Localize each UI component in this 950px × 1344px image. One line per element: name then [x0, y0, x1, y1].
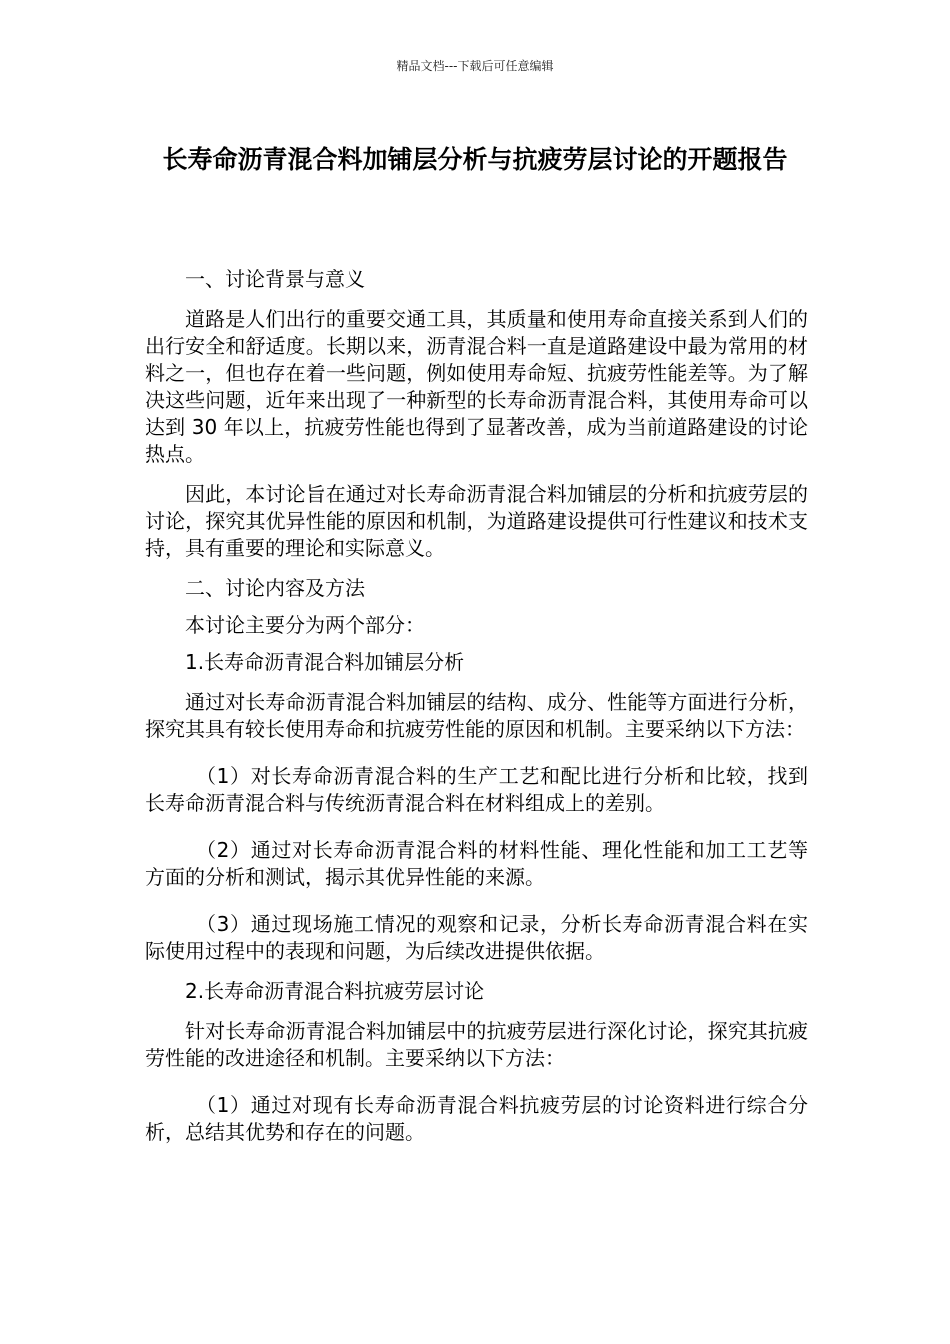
- document-title: 长寿命沥青混合料加铺层分析与抗疲劳层讨论的开题报告: [162, 145, 788, 174]
- paragraph-purpose: 因此，本讨论旨在通过对长寿命沥青混合料加铺层的分析和抗疲劳层的讨论，探究其优异性能的原因和机制，为道路建设提供可行性建议和技术支持，具有重要的理论和实际意义。: [145, 482, 808, 560]
- list-item-1-3: （3）通过现场施工情况的观察和记录，分析长寿命沥青混合料在实际使用过程中的表现和问题，为后续改进提供依据。: [145, 912, 808, 963]
- list-item-2-1: （1）通过对现有长寿命沥青混合料抗疲劳层的讨论资料进行综合分析，总结其优势和存在的问题。: [145, 1093, 808, 1144]
- paragraph-analysis-intro: 通过对长寿命沥青混合料加铺层的结构、成分、性能等方面进行分析，探究其具有较长使用寿命和抗疲劳性能的原因和机制。主要采纳以下方法：: [145, 690, 808, 741]
- page-header-note: 精品文档---下载后可任意编辑: [396, 59, 554, 73]
- section1-heading: 一、讨论背景与意义: [185, 267, 365, 291]
- document-body: [145, 266, 808, 1146]
- paragraph-fatigue-intro: 针对长寿命沥青混合料加铺层中的抗疲劳层进行深化讨论，探究其抗疲劳性能的改进途径和机制。主要采纳以下方法：: [145, 1019, 808, 1070]
- paragraph-background: 道路是人们出行的重要交通工具，其质量和使用寿命直接关系到人们的出行安全和舒适度。长期以来，沥青混合料一直是道路建设中最为常用的材料之一，但也存在着一些问题，例如使用寿命短、抗疲劳性能差等。为了解决这些问题，近年来出现了一种新型的长寿命沥青混合料，其使用寿命可以达到 30 年以上，抗疲劳性能也得到了显著改善，成为当前道路建设的讨论热点。: [145, 307, 808, 466]
- subsection1-heading: 1.长寿命沥青混合料加铺层分析: [185, 650, 465, 674]
- paragraph-overview: 本讨论主要分为两个部分：: [185, 613, 425, 637]
- list-item-1-1: （1）对长寿命沥青混合料的生产工艺和配比进行分析和比较，找到长寿命沥青混合料与传统沥青混合料在材料组成上的差别。: [145, 764, 808, 815]
- subsection2-heading: 2.长寿命沥青混合料抗疲劳层讨论: [185, 979, 485, 1003]
- section2-heading: 二、讨论内容及方法: [185, 576, 365, 600]
- list-item-1-2: （2）通过对长寿命沥青混合料的材料性能、理化性能和加工工艺等方面的分析和测试，揭示其优异性能的来源。: [145, 838, 808, 889]
